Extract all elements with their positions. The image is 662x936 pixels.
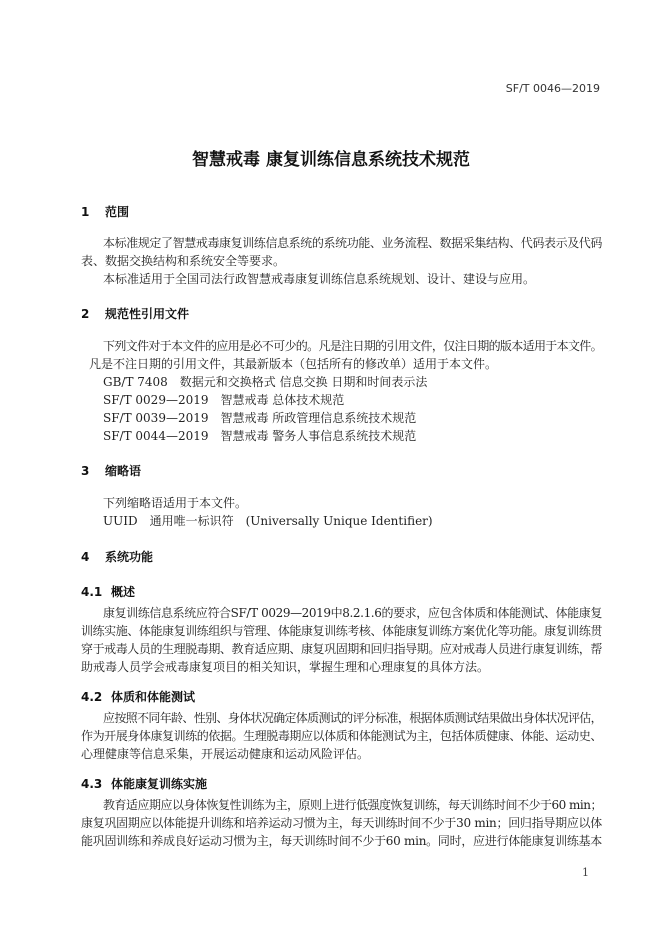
paragraph-line: 康复训练信息系统应符合SF/T 0029—2019中8.2.1.6的要求，应包含体质和体能测试、体能康复 [103,606,602,620]
section-title: 体质和体能测试 [111,690,196,704]
section-title: 概述 [111,585,136,599]
reference-item: SF/T 0044—2019 智慧戒毒 警务人事信息系统技术规范 [103,429,417,443]
section-1-heading [81,203,129,220]
section-4-2-heading [81,688,195,705]
section-2-heading [81,305,189,322]
section-4-1-heading [81,583,135,600]
paragraph-line: 穿于戒毒人员的生理脱毒期、教育适应期、康复巩固期和回归指导期。应对戒毒人员进行康复训练，帮 [81,642,602,656]
paragraph-line: 训练实施、体能康复训练组织与管理、体能康复训练考核、体能康复训练方案优化等功能。康复训练贯 [81,624,602,638]
paragraph-line: 下列文件对于本文件的应用是必不可少的。凡是注日期的引用文件，仅注日期的版本适用于本文件。 [103,339,602,353]
section-title: 体能康复训练实施 [111,777,208,791]
paragraph-line: 康复巩固期应以体能提升训练和培养运动习惯为主，每天训练时间不少于30 min；回归指导期应以体 [81,816,602,830]
abbreviation-item: UUID 通用唯一标识符 (Universally Unique Identifier) [103,514,433,528]
paragraph-line: 心理健康等信息采集，开展运动健康和运动风险评估。 [81,747,370,761]
section-number: 1 [81,205,90,219]
paragraph-line: 作为开展身体康复训练的依据。生理脱毒期应以体质和体能测试为主，包括体质健康、体能、运动史、 [81,729,602,743]
section-3-heading [81,462,141,479]
paragraph-line: 能巩固训练和养成良好运动习惯为主，每天训练时间不少于60 min。同时，应进行体能康复训练基本 [81,834,602,848]
section-number: 3 [81,464,90,478]
section-number: 4.2 [81,690,103,704]
section-title: 规范性引用文件 [105,307,190,321]
section-number: 2 [81,307,90,321]
section-number: 4.1 [81,585,103,599]
reference-item: SF/T 0039—2019 智慧戒毒 所政管理信息系统技术规范 [103,411,417,425]
section-title: 缩略语 [105,464,142,478]
page-number: 1 [582,866,589,879]
paragraph-line: 凡是不注日期的引用文件，其最新版本（包括所有的修改单）适用于本文件。 [89,357,498,371]
section-number: 4 [81,550,90,564]
paragraph-line: 下列缩略语适用于本文件。 [103,496,248,510]
section-title: 系统功能 [105,550,154,564]
section-title: 范围 [105,205,130,219]
document-title: 智慧戒毒 康复训练信息系统技术规范 [192,150,470,170]
section-4-3-heading [81,775,207,792]
paragraph-line: 本标准适用于全国司法行政智慧戒毒康复训练信息系统规划、设计、建设与应用。 [103,272,536,286]
paragraph-line: 应按照不同年龄、性别、身体状况确定体质测试的评分标准，根据体质测试结果做出身体状况评估， [103,711,602,725]
standard-code: SF/T 0046—2019 [505,82,600,95]
reference-item: GB/T 7408 数据元和交换格式 信息交换 日期和时间表示法 [103,375,428,389]
paragraph-line: 教育适应期应以身体恢复性训练为主，原则上进行低强度恢复训练，每天训练时间不少于60 min； [103,798,602,812]
paragraph-line: 本标准规定了智慧戒毒康复训练信息系统的系统功能、业务流程、数据采集结构、代码表示及代码 [103,236,602,250]
section-number: 4.3 [81,777,103,791]
reference-item: SF/T 0029—2019 智慧戒毒 总体技术规范 [103,393,345,407]
paragraph-line: 表、数据交换结构和系统安全等要求。 [81,254,286,268]
paragraph-line: 助戒毒人员学会戒毒康复项目的相关知识，掌握生理和心理康复的具体方法。 [81,660,490,674]
section-4-heading [81,548,153,565]
